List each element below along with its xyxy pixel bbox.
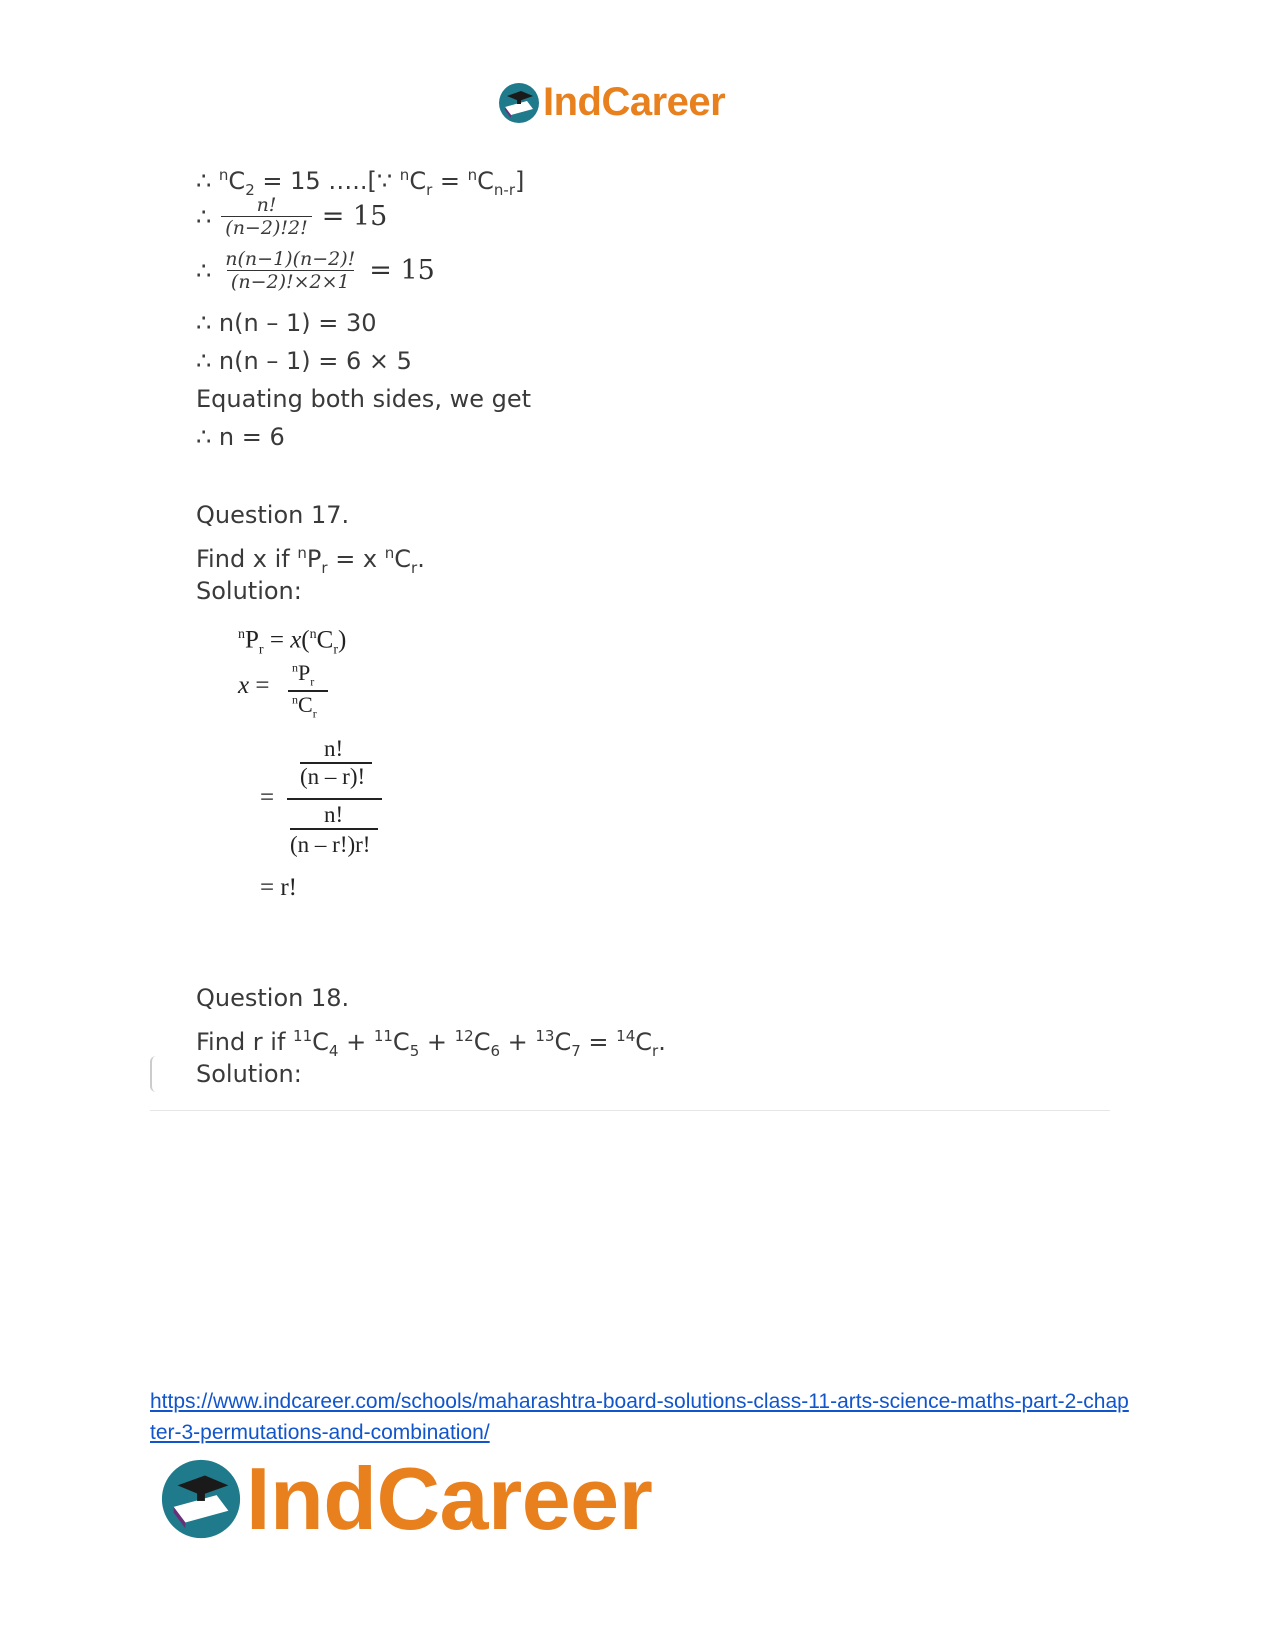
q17-step-3-top-den: (n – r)! [300,764,366,789]
fraction-denominator: (n−2)!×2×1 [227,270,354,293]
header-logo [497,80,725,125]
fraction-rhs: = 15 [321,200,388,232]
q17-step-3-equals: = [260,784,275,811]
fraction-numerator: n(n−1)(n−2)! [225,248,356,270]
question-18-title: Question 18. [196,984,350,1012]
q17-step-3-main-bar [287,798,382,800]
logo-text: IndCareer [543,80,726,124]
fraction-denominator: (n−2)!2! [221,216,311,239]
question-18-text: Find r if $^{11}C_4 + ^{11}C_5 + ^{12}C_6 + ^{13}C_7 = ^{14}C_r$. [196,1027,666,1060]
question-17-text: Find x if $^nP_r = x$ $^nC_r$. [196,544,425,577]
step-product-30: ∴ n(n – 1) = 30 [196,309,377,337]
step-product-6x5: ∴ n(n – 1) = 6 × 5 [196,347,412,375]
q17-step-4: = r! [260,874,297,901]
step-answer-n: ∴ n = 6 [196,423,285,451]
graduation-book-icon [158,1456,244,1542]
q17-step-3-bot-num: n! [324,802,344,827]
q17-step-3-top-num: n! [324,736,344,761]
q17-step-2-den: $^nC_r$ [292,692,317,721]
q17-step-2-num: $^nP_r$ [292,660,315,689]
question-17-solution-label: Solution: [196,577,302,605]
q17-step-3-bot-bar [290,828,378,830]
step-fraction-1: ∴ $\frac{n!}{(n-2)!2!}$ = 15 [196,194,388,239]
fraction-rhs: = 15 [369,254,435,286]
step-equating: Equating both sides, we get [196,385,532,413]
section-divider [150,1110,1110,1111]
q17-step-2-lhs: x = [238,672,270,699]
crop-edge-mark [150,1056,160,1092]
question-17-title: Question 17. [196,501,350,529]
source-url-link[interactable]: https://www.indcareer.com/schools/maharashtra-board-solutions-class-11-arts-science-maths-part-2-chapter-3-permutations-and-combination/ [150,1390,1129,1444]
logo-text: IndCareer [246,1449,653,1548]
q17-step-1: $^nP_r = x(^nC_r)$ [238,626,347,658]
q17-step-3-bot-den: (n – r!)r! [290,832,371,857]
fraction-numerator: n! [256,194,277,216]
graduation-book-icon [497,81,541,125]
step-fraction-2: ∴ $\frac{n(n-1)(n-2)!}{(n-2)!\times 2\times 1}$ = 15 [196,248,435,293]
footer-logo [158,1448,652,1550]
step-nc2: ∴ $^nC_2 = 15$ …..[∵ $^nC_r = ^nC_{n-r}$] [196,166,525,199]
question-18-solution-label: Solution: [196,1060,302,1088]
